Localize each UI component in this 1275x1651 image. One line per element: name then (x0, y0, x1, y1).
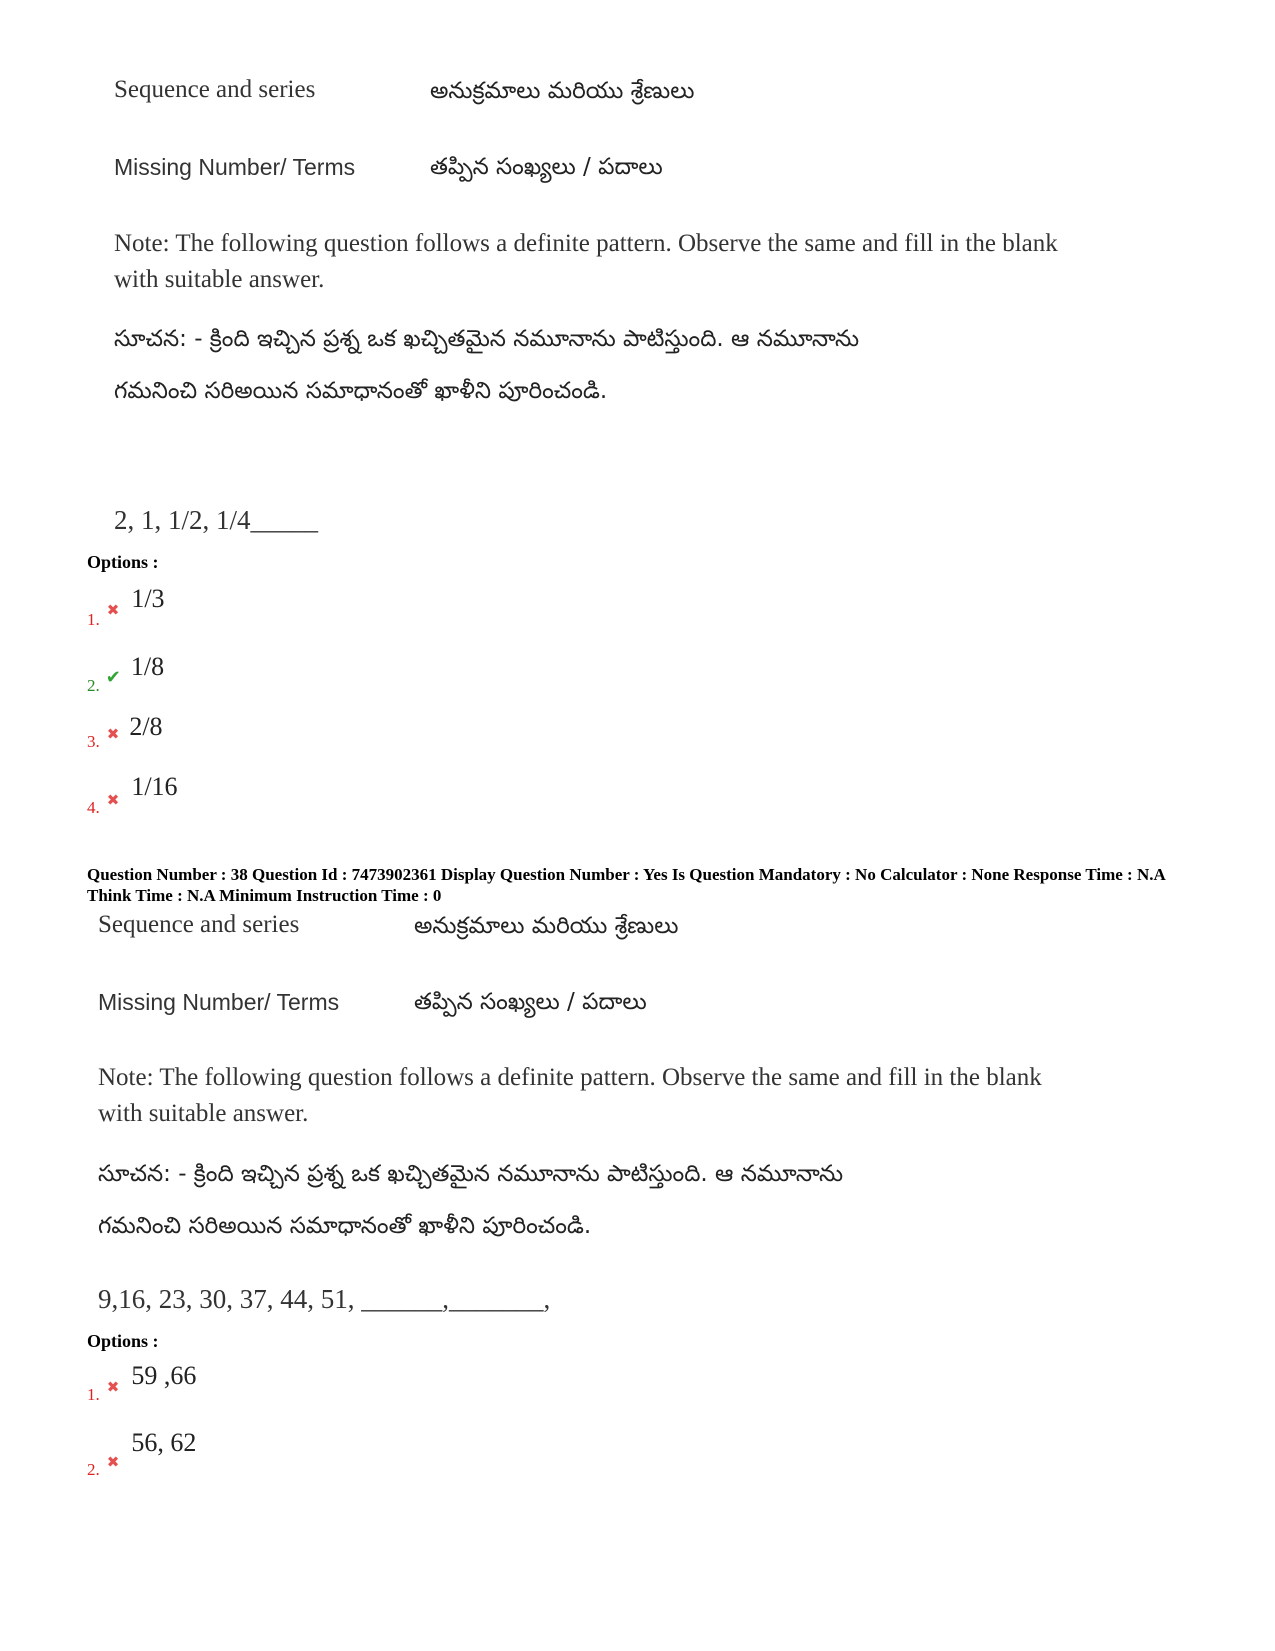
q1-note-te-line2: గమనించి సరిఅయిన సమాధానంతో ఖాళీని పూరించండి. (114, 378, 608, 404)
q1-option-4[interactable] (87, 772, 178, 817)
option-text: 59 ,66 (131, 1361, 197, 1390)
q2-subtopic-te: తప్పిన సంఖ్యలు / పదాలు (414, 989, 647, 1015)
q1-option-2[interactable] (87, 652, 165, 695)
q1-option-1[interactable] (87, 584, 165, 629)
option-number: 2. (87, 1460, 100, 1479)
q2-note-te-line2: గమనించి సరిఅయిన సమాధానంతో ఖాళీని పూరించండి. (98, 1213, 592, 1239)
option-number: 1. (87, 1385, 100, 1404)
q1-option-3[interactable] (87, 712, 163, 751)
option-number: 3. (87, 732, 100, 751)
option-text: 56, 62 (131, 1428, 197, 1457)
option-text: 2/8 (129, 712, 163, 741)
q2-option-2[interactable] (87, 1428, 197, 1479)
option-text: 1/16 (131, 772, 178, 801)
q2-options-label: Options : (87, 1331, 159, 1351)
q1-sequence: 2, 1, 1/2, 1/4_____ (114, 505, 319, 535)
cross-icon: ✖ (106, 1453, 120, 1471)
q2-topic-te: అనుక్రమాలు మరియు శ్రేణులు (414, 913, 679, 939)
option-number: 4. (87, 798, 100, 817)
cross-icon: ✖ (106, 601, 120, 619)
cross-icon: ✖ (106, 791, 120, 809)
q1-options-label: Options : (87, 552, 159, 572)
q2-note-en: Note: The following question follows a definite pattern. Observe the same and fill in the blank with suitable answer. (98, 1064, 1042, 1127)
option-text: 1/8 (130, 652, 165, 681)
q1-topic-te: అనుక్రమాలు మరియు శ్రేణులు (430, 78, 695, 104)
check-icon: ✔ (105, 667, 121, 688)
q2-sequence: 9,16, 23, 30, 37, 44, 51, ______,_______, (98, 1284, 551, 1314)
q1-subtopic-te: తప్పిన సంఖ్యలు / పదాలు (430, 154, 663, 180)
q2-topic-en: Sequence and series (98, 911, 300, 938)
q1-note-en: Note: The following question follows a definite pattern. Observe the same and fill in the blank with suitable answer. (114, 230, 1058, 293)
option-number: 2. (87, 676, 100, 695)
option-number: 1. (87, 610, 100, 629)
q2-option-1[interactable] (87, 1361, 197, 1404)
cross-icon: ✖ (106, 1378, 120, 1396)
q2-metadata: Question Number : 38 Question Id : 7473902361 Display Question Number : Yes Is Question Mandatory : No Calculator : None Response Time : N.A Think Time : N.A Minimum Instruction Time : 0 (87, 865, 1165, 905)
q1-note-te-line1: సూచన: - క్రింది ఇచ్చిన ప్రశ్న ఒక ఖచ్చితమైన నమూనాను పాటిస్తుంది. ఆ నమూనాను (114, 326, 860, 352)
q1-subtopic-en: Missing Number/ Terms (114, 154, 356, 180)
q2-note-te-line1: సూచన: - క్రింది ఇచ్చిన ప్రశ్న ఒక ఖచ్చితమైన నమూనాను పాటిస్తుంది. ఆ నమూనాను (98, 1161, 844, 1187)
cross-icon: ✖ (106, 725, 120, 743)
q1-topic-en: Sequence and series (114, 76, 316, 103)
option-text: 1/3 (131, 584, 165, 613)
q2-subtopic-en: Missing Number/ Terms (98, 989, 340, 1015)
